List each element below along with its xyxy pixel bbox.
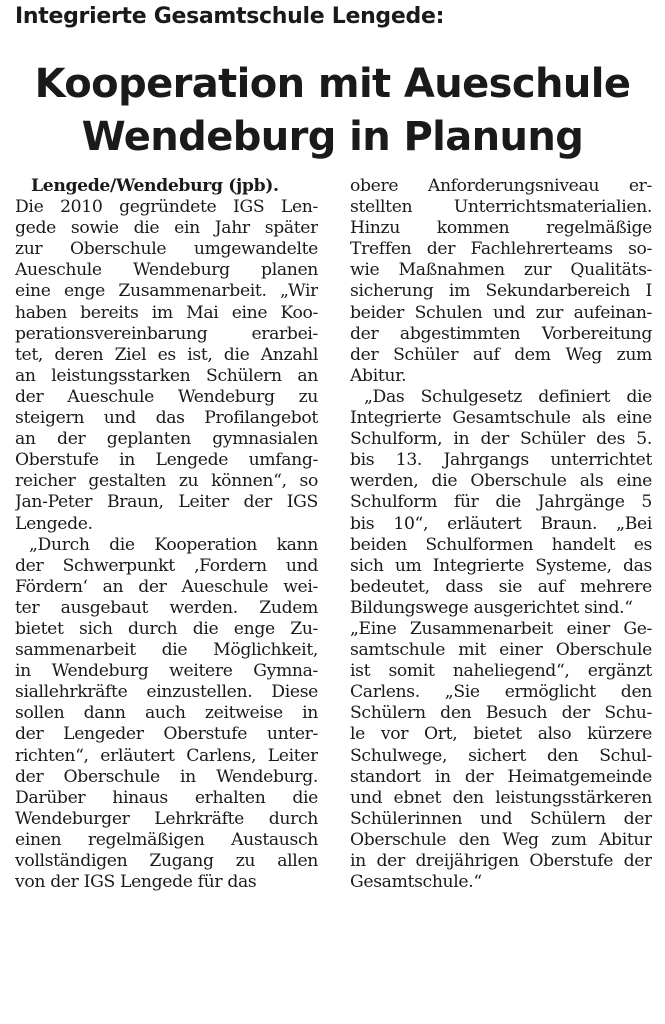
text-line: Schülern den Besuch der Schu- [350, 703, 652, 724]
text-line: Gesamtschule.“ [350, 872, 482, 893]
text-line: sammenarbeit die Möglichkeit, [15, 640, 318, 661]
text-line: standort in der Heimatgemeinde [350, 766, 652, 787]
text-line: stellten Unterrichtsmaterialien. [350, 197, 652, 218]
text-line: Schülerinnen und Schülern der [350, 808, 652, 829]
text-line: bietet sich durch die enge Zu- [15, 618, 318, 639]
text-line: Abitur. [350, 365, 407, 386]
text-line: siallehrkräfte einzustellen. Diese [15, 682, 318, 703]
text-line: „Durch die Kooperation kann [29, 534, 318, 555]
text-line: der Oberschule in Wendeburg. [15, 766, 318, 787]
text-line: ter ausgebaut werden. Zudem [15, 597, 318, 618]
text-line: Schulform für die Jahrgänge 5 [350, 492, 652, 513]
text-line: eine enge Zusammenarbeit. „Wir [15, 281, 318, 302]
text-line: Integrierte Gesamtschule als eine [350, 408, 652, 429]
text-line: le vor Ort, bietet also kürzere [350, 724, 652, 745]
text-line: „Das Schulgesetz definiert die [364, 386, 652, 407]
text-line: richten“, erläutert Carlens, Leiter [15, 745, 318, 766]
text-line: gede sowie die ein Jahr später [15, 218, 318, 239]
text-line: werden, die Oberschule als eine [350, 471, 652, 492]
text-line: Fördern‘ an der Aueschule wei- [15, 576, 318, 597]
text-line: samtschule mit einer Oberschule [350, 640, 652, 661]
text-line: bis 10“, erläutert Braun. „Bei [350, 513, 652, 534]
article-kicker: Integrierte Gesamtschule Lengede: [15, 4, 445, 29]
text-line: vollständigen Zugang zu allen [15, 851, 318, 871]
text-line: Wendeburger Lehrkräfte durch [15, 808, 318, 829]
text-line: Schulwege, sichert den Schul- [350, 745, 652, 766]
text-line: Lengede. [15, 513, 93, 534]
text-line: beider Schulen und zur aufeinan- [350, 302, 652, 323]
text-line: der Lengeder Oberstufe unter- [15, 724, 318, 745]
text-line: Oberschule den Weg zum Abitur [350, 829, 652, 850]
text-line: Schulform, in der Schüler des 5. [350, 429, 652, 450]
text-line: Oberstufe in Lengede umfang- [15, 450, 318, 471]
text-line: reicher gestalten zu können“, so [15, 471, 318, 492]
text-line: in Wendeburg weitere Gymna- [15, 661, 318, 682]
text-line: bedeutet, dass sie auf mehrere [350, 576, 652, 597]
text-line: Hinzu kommen regelmäßige [350, 218, 652, 239]
text-line: von der IGS Lengede für das [15, 872, 257, 893]
text-line: an leistungsstarken Schülern an [15, 365, 318, 386]
text-line: der Schüler auf dem Weg zum [350, 344, 652, 365]
text-line: Aueschule Wendeburg planen [15, 260, 318, 281]
text-line: ist somit naheliegend“, ergänzt [350, 661, 652, 682]
text-line: obere Anforderungsniveau er- [350, 176, 652, 196]
text-line: Jan-Peter Braun, Leiter der IGS [15, 492, 318, 513]
column-right-body [350, 176, 652, 893]
text-line: Carlens. „Sie ermöglicht den [350, 682, 652, 703]
text-line: der Aueschule Wendeburg zu [15, 386, 318, 407]
text-line: sich um Integrierte Systeme, das [350, 555, 652, 576]
text-line: der abgestimmten Vorbereitung [350, 323, 652, 344]
text-line: in der dreijährigen Oberstufe der [350, 851, 652, 871]
text-line: beiden Schulformen handelt es [350, 534, 652, 555]
text-line: der Schwerpunkt ‚Fordern und [15, 555, 318, 576]
text-line: Treffen der Fachlehrerteams so- [350, 239, 652, 260]
text-line: „Eine Zusammenarbeit einer Ge- [350, 618, 652, 639]
text-line: Bildungswege ausgerichtet sind.“ [350, 597, 633, 618]
article-byline: Lengede/Wendeburg (jpb). [31, 176, 279, 196]
headline-line: Wendeburg in Planung [81, 114, 584, 160]
article-headline [0, 58, 665, 164]
column-left-body [15, 197, 318, 893]
article-column-right [350, 176, 652, 893]
text-line: steigern und das Profilangebot [15, 408, 318, 429]
byline-line [15, 176, 318, 197]
text-line: einen regelmäßigen Austausch [15, 829, 318, 850]
text-line: sollen dann auch zeitweise in [15, 703, 318, 724]
text-line: Die 2010 gegründete IGS Len- [15, 197, 318, 218]
text-line: sicherung im Sekundarbereich I [350, 281, 652, 302]
text-line: und ebnet den leistungsstärkeren [350, 787, 652, 808]
text-line: bis 13. Jahrgangs unterrichtet [350, 450, 652, 471]
text-line: zur Oberschule umgewandelte [15, 239, 318, 260]
text-line: tet, deren Ziel es ist, die Anzahl [15, 344, 318, 365]
article-column-left [15, 176, 318, 893]
text-line: perationsvereinbarung erarbei- [15, 323, 318, 344]
text-line: haben bereits im Mai eine Koo- [15, 302, 318, 323]
headline-line: Kooperation mit Aueschule [34, 61, 631, 107]
text-line: wie Maßnahmen zur Qualitäts- [350, 260, 652, 281]
text-line: an der geplanten gymnasialen [15, 429, 318, 450]
text-line: Darüber hinaus erhalten die [15, 787, 318, 808]
